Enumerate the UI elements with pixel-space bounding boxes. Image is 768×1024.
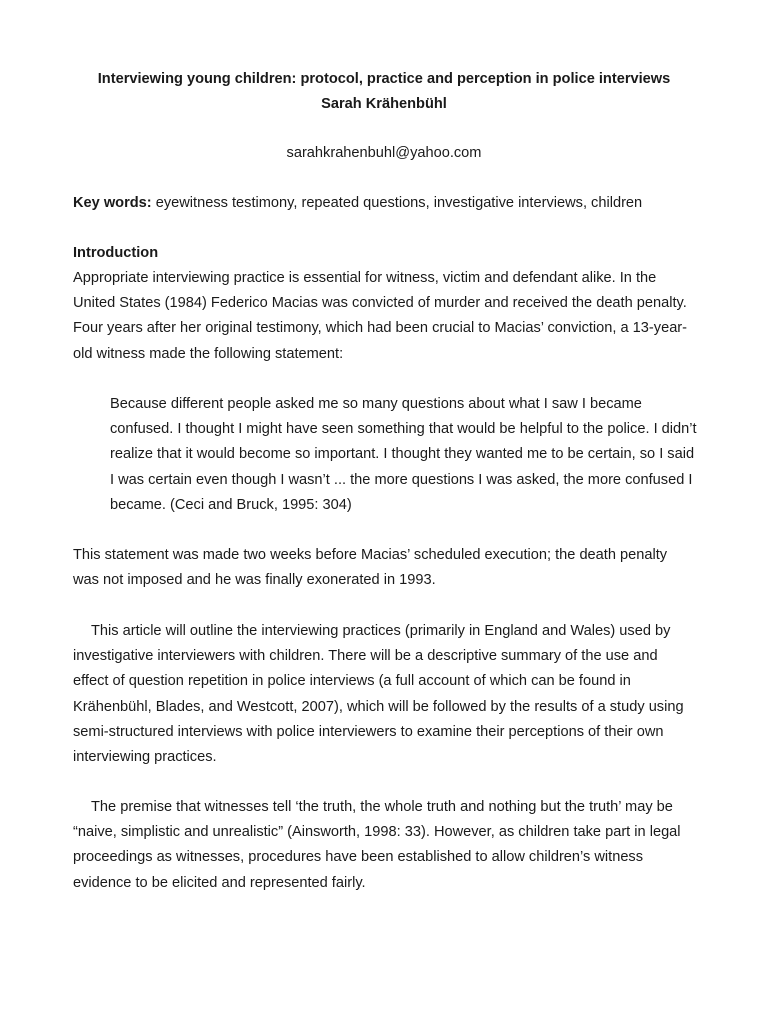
- author-name: Sarah Krähenbühl: [321, 96, 447, 112]
- document-title: Interviewing young children: protocol, practice and perception in police interviews: [97, 71, 671, 87]
- section-heading-introduction: Introduction: [73, 245, 159, 261]
- author-email: sarahkrahenbuhl@yahoo.com: [286, 145, 482, 161]
- keywords-line: [73, 191, 713, 216]
- paragraph: The premise that witnesses tell ‘the truth, the whole truth and nothing but the truth’ may be “naive, simplistic and unrealistic” (Ainsworth, 1998: 33). However, as children take part in legal proceedings as witnesses, procedures have been established to allow children’s witness evidence to be elicited and represented fairly.: [73, 799, 681, 891]
- paragraph: This article will outline the interviewing practices (primarily in England and Wales) used by investigative interviewers with children. There will be a descriptive summary of the use and effect of question repetition in police interviews (a full account of which can be found in Krähenbühl, Blades, and Westcott, 2007), which will be followed by the results of a study using semi-structured interviews with police interviewers to examine their perceptions of their own interviewing practices.: [73, 623, 684, 766]
- paragraph: This statement was made two weeks before Macias’ scheduled execution; the death penalty was not imposed and he was finally exonerated in 1993.: [73, 547, 668, 589]
- paragraph: Appropriate interviewing practice is essential for witness, victim and defendant alike. In the United States (1984) Federico Macias was convicted of murder and received the death penalty. Four years after her original testimony, which had been crucial to Macias’ conviction, a 13-year-old witness made the following statement:: [73, 270, 688, 362]
- keywords-text: eyewitness testimony, repeated questions, investigative interviews, children: [155, 195, 643, 211]
- keywords-label: Key words:: [73, 195, 152, 211]
- block-quote: Because different people asked me so many questions about what I saw I became confused. I thought I might have seen something that would be helpful to the police. I didn’t realize that it would become so important. I thought they wanted me to be certain, so I said I was certain even though I wasn’t ... the more questions I was asked, the more confused I became. (Ceci and Bruck, 1995: 304): [110, 396, 697, 513]
